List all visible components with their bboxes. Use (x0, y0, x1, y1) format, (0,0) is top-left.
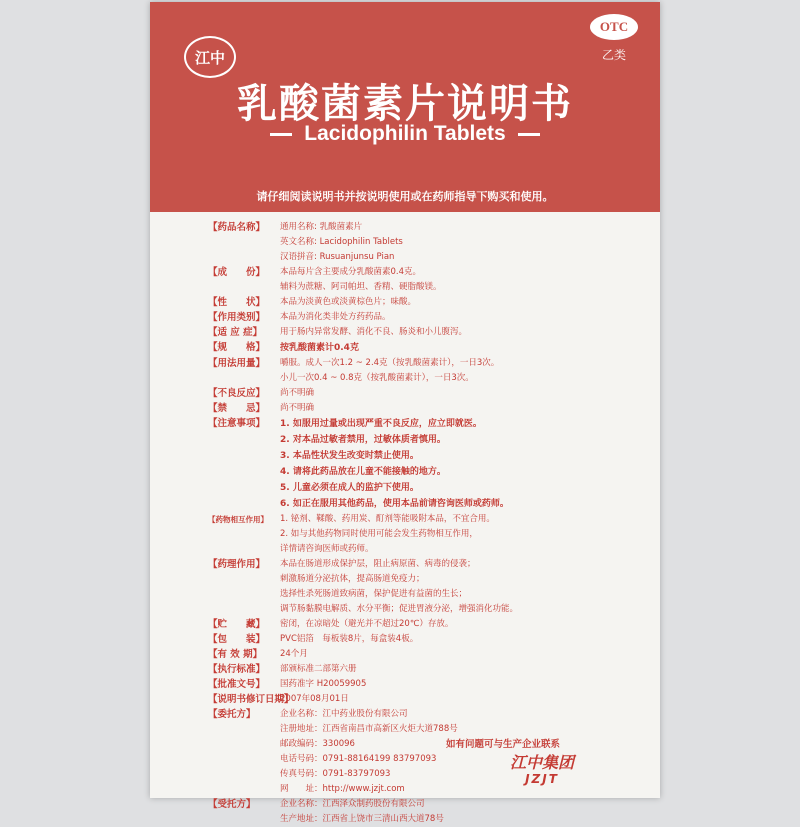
otc-badge: OTC (590, 14, 638, 40)
section-line: 本品为淡黄色或淡黄棕色片；味酸。 (280, 297, 417, 307)
section-row (208, 386, 648, 401)
leaflet-title: 乳酸菌素片说明书 (237, 81, 573, 127)
section-label: 【作用类别】 (208, 312, 266, 323)
section-row (208, 340, 648, 356)
section-line: 注册地址：江西省南昌市高新区火炬大道788号 (280, 724, 458, 734)
section-line: 企业名称：江中药业股份有限公司 (280, 709, 408, 719)
section-label: 【注意事项】 (208, 418, 266, 429)
section-value (280, 662, 648, 677)
section-line: 通用名称: 乳酸菌素片 (280, 222, 363, 232)
subtitle-dash-left (270, 133, 292, 136)
section-line: 1. 铋剂、鞣酸、药用炭、酊剂等能吸附本品，不宜合用。 (280, 514, 495, 524)
section-label: 【药物相互作用】 (208, 515, 268, 524)
section-value (280, 356, 648, 386)
section-line: 网 址：http://www.jzjt.com (280, 784, 405, 794)
section-value (280, 220, 648, 265)
section-label: 【贮 藏】 (208, 619, 266, 630)
section-label: 【委托方】 (208, 709, 256, 720)
section-line: PVC铝箔 每板装8片，每盒装4板。 (280, 634, 419, 644)
section-line: 尚不明确 (280, 388, 315, 398)
section-label: 【禁 忌】 (208, 403, 266, 414)
section-value (280, 692, 648, 707)
section-label: 【药品名称】 (208, 222, 266, 233)
section-value (280, 797, 648, 827)
section-row (208, 797, 648, 827)
section-row (208, 557, 648, 617)
group-logo-name: 江中集团 (509, 753, 574, 772)
section-value (280, 265, 648, 295)
section-line: 详情请咨询医师或药师。 (280, 544, 374, 554)
brand-logo-text: 江中 (194, 48, 225, 67)
section-line: 传真号码：0791-83797093 (280, 769, 391, 779)
section-label: 【执行标准】 (208, 664, 266, 675)
section-row (208, 647, 648, 662)
section-row (208, 265, 648, 295)
section-value (280, 416, 648, 512)
section-label: 【说明书修订日期】 (208, 694, 294, 705)
section-line: 本品每片含主要成分乳酸菌素0.4克。 (280, 267, 422, 277)
section-label: 【适 应 症】 (208, 327, 263, 338)
section-line: 小儿一次0.4 ~ 0.8克（按乳酸菌素计），一日3次。 (280, 373, 474, 383)
section-label: 【不良反应】 (208, 388, 266, 399)
section-line: 部颁标准二部第六册 (280, 664, 357, 674)
section-line: 邮政编码：330096 (280, 739, 355, 749)
section-value (280, 401, 648, 416)
section-line: 1. 如服用过量或出现严重不良反应，应立即就医。 (280, 419, 482, 429)
section-line: 密闭，在凉暗处（避光并不超过20℃）存放。 (280, 619, 454, 629)
section-label: 【规 格】 (208, 342, 266, 353)
section-row (208, 677, 648, 692)
section-row (208, 692, 648, 707)
section-line: 按乳酸菌素计0.4克 (280, 343, 359, 353)
section-line: 尚不明确 (280, 403, 315, 413)
section-value (280, 386, 648, 401)
group-logo-code: JZJT (525, 772, 559, 786)
section-line: 用于肠内异常发酵、消化不良、肠炎和小儿腹泻。 (280, 327, 468, 337)
section-row (208, 632, 648, 647)
section-line: 辅料为蔗糖、阿司帕坦、香精、硬脂酸镁。 (280, 282, 442, 292)
section-row (208, 617, 648, 632)
section-line: 2007年08月01日 (280, 694, 349, 704)
section-line: 2. 对本品过敏者禁用，过敏体质者慎用。 (280, 435, 446, 445)
section-row (208, 416, 648, 512)
section-value (280, 707, 648, 797)
section-line: 英文名称: Lacidophilin Tablets (280, 237, 403, 247)
section-row (208, 325, 648, 340)
section-line: 刺激肠道分泌抗体，提高肠道免疫力； (280, 574, 425, 584)
section-label: 【用法用量】 (208, 358, 266, 369)
section-row (208, 512, 648, 557)
section-line: 企业名称：江西泽众制药股份有限公司 (280, 799, 425, 809)
section-line: 嚼服。成人一次1.2 ~ 2.4克（按乳酸菌素计），一日3次。 (280, 358, 500, 368)
section-value (280, 295, 648, 310)
section-line: 2. 如与其他药物同时使用可能会发生药物相互作用， (280, 529, 478, 539)
subtitle-dash-right (518, 133, 540, 136)
section-line: 国药准字 H20059905 (280, 679, 367, 689)
leaflet-content (208, 220, 648, 827)
section-label: 【批准文号】 (208, 679, 266, 690)
section-row (208, 356, 648, 386)
section-line: 4. 请将此药品放在儿童不能接触的地方。 (280, 467, 446, 477)
otc-mark (590, 14, 638, 63)
section-label: 【性 状】 (208, 297, 266, 308)
section-label: 【成 份】 (208, 267, 266, 278)
section-label: 【受托方】 (208, 799, 256, 810)
otc-class: 乙类 (601, 48, 626, 62)
section-line: 选择性杀死肠道致病菌，保护促进有益菌的生长； (280, 589, 468, 599)
section-line: 生产地址：江西省上饶市三清山西大道78号 (280, 814, 444, 824)
section-value (280, 677, 648, 692)
section-row (208, 310, 648, 325)
section-value (280, 647, 648, 662)
section-row (208, 295, 648, 310)
section-line: 24个月 (280, 649, 308, 659)
section-line: 电话号码：0791-88164199 83797093 (280, 754, 437, 764)
section-line: 本品在肠道形成保护层，阻止病原菌、病毒的侵袭； (280, 559, 476, 569)
section-value (280, 512, 648, 557)
section-label: 【药理作用】 (208, 559, 266, 570)
section-line: 3. 本品性状发生改变时禁止使用。 (280, 451, 419, 461)
section-value (280, 340, 648, 356)
group-logo (502, 754, 582, 788)
section-value (280, 325, 648, 340)
section-line: 汉语拼音: Rusuanjunsu Pian (280, 252, 395, 262)
contact-note: 如有问题可与生产企业联系 (446, 739, 561, 750)
section-row (208, 220, 648, 265)
usage-notice: 请仔细阅读说明书并按说明使用或在药师指导下购买和使用。 (256, 190, 554, 203)
leaflet-sheet (150, 2, 660, 824)
english-name: Lacidophilin Tablets (304, 122, 506, 145)
section-value (280, 310, 648, 325)
section-line: 调节肠黏膜电解质、水分平衡；促进胃液分泌，增强消化功能。 (280, 604, 519, 614)
section-label: 【包 装】 (208, 634, 266, 645)
section-line: 本品为消化类非处方药药品。 (280, 312, 391, 322)
header-band (150, 2, 660, 212)
leaflet-subtitle (150, 122, 660, 146)
section-row (208, 401, 648, 416)
section-line: 5. 儿童必须在成人的监护下使用。 (280, 483, 419, 493)
section-label: 【有 效 期】 (208, 649, 263, 660)
section-value (280, 557, 648, 617)
section-value (280, 617, 648, 632)
section-value (280, 632, 648, 647)
section-line: 6. 如正在服用其他药品，使用本品前请咨询医师或药师。 (280, 499, 509, 509)
section-row (208, 707, 648, 797)
section-row (208, 662, 648, 677)
